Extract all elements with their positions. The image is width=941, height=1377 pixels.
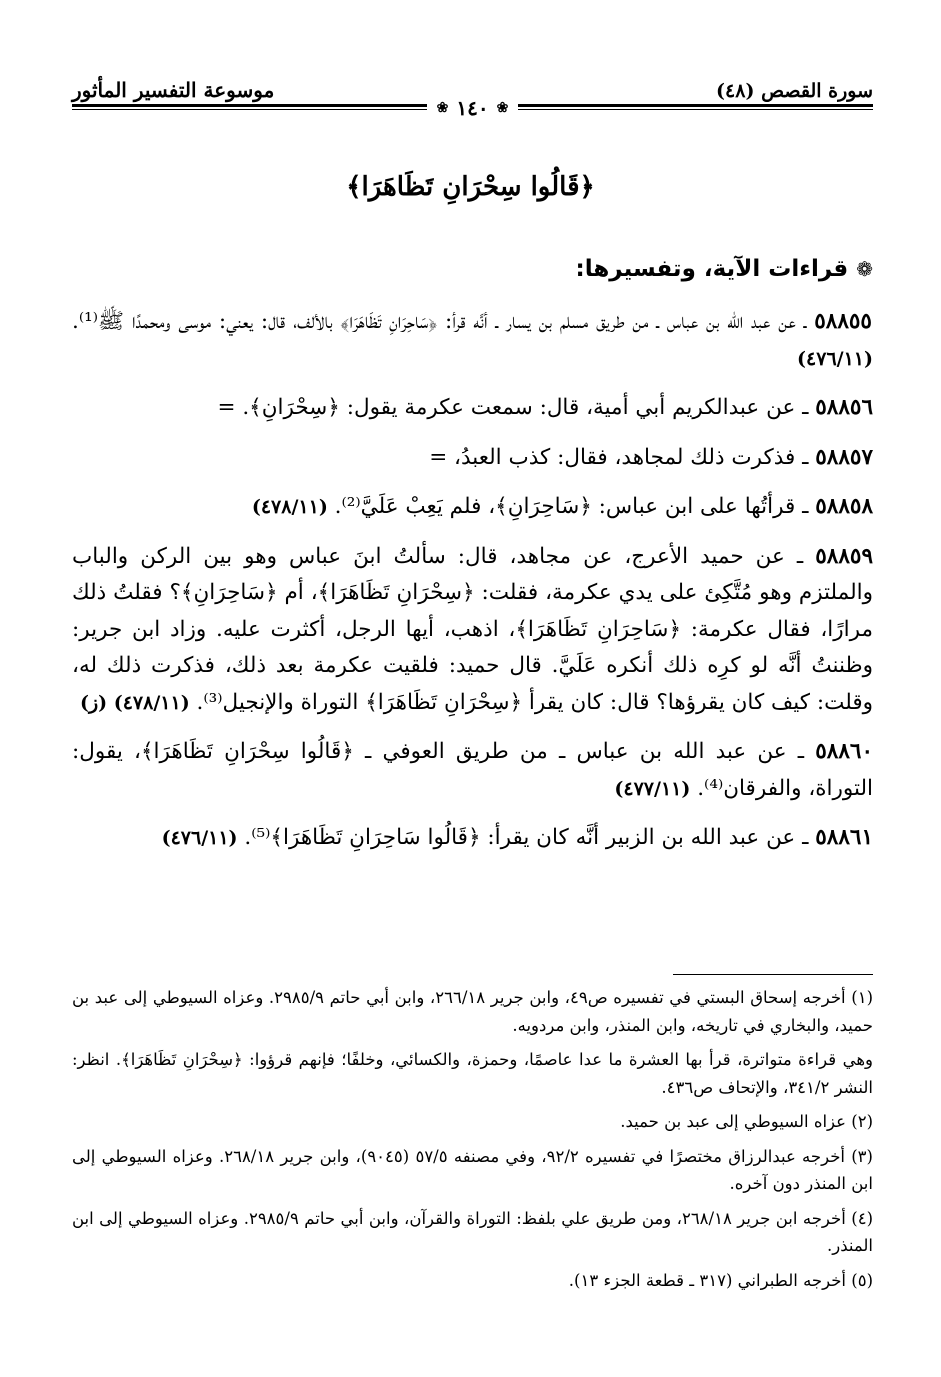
footnotes (72, 984, 873, 1301)
page-number-text: ١٤٠ (456, 96, 489, 120)
narration-number: ٥٨٨٥٩ (815, 543, 873, 569)
ornament-icon: ❀ (436, 100, 449, 116)
page-number (427, 96, 519, 120)
narration-ref: (٤٧٧/١١) (614, 777, 691, 800)
narration-text: ـ عن عبدالكريم أبي أمية، قال: سمعت عكرمة يقول: ﴿سِحْرَانِ﴾. = (217, 395, 809, 420)
narration-entry (72, 440, 873, 477)
book-title-header: موسوعة التفسير المأثور (72, 78, 275, 102)
narration-entry (72, 489, 873, 526)
narration-text: ـ عن عبد الله بن عباس ـ من طريق العوفي ـ ﴿قَالُوا سِحْرَانِ تَظَاهَرَا﴾، يقول: التوراة، والفرقان⁽⁴⁾. (72, 739, 873, 801)
footnote: (١) أخرجه إسحاق البستي في تفسيره ص٤٩، وابن جرير ٢٦٦/١٨، وابن أبي حاتم ٢٩٨٥/٩. وعزاه السيوطي إلى عبد بن حميد، والبخاري في تاريخه، وابن المنذر، وابن مردويه. (72, 988, 874, 1035)
narration-entry (72, 734, 873, 807)
narration-number: ٥٨٨٦٠ (815, 739, 873, 764)
footnote: (٢) عزاه السيوطي إلى عبد بن حميد. (620, 1112, 873, 1131)
footnote-separator (673, 974, 873, 975)
narration-text: ـ عن حميد الأعرج، عن مجاهد، قال: سألتُ ابنَ عباس وهو بين الركن والباب والملتزم وهو مُتَّكِئ على يدي عكرمة، فقلت: ﴿سِحْرَانِ تَظَاهَرَا﴾، أم ﴿سَاحِرَانِ﴾؟ فقلتُ ذلك مرارًا، فقال عكرمة: ﴿سَاحِرَانِ تَظَاهَرَا﴾، اذهب، أيها الرجل، أكثرت عليه. وزاد ابن جرير: وظننتُ أنَّه لو كرِه ذلك أنكره عَلَيَّ. قال حميد: فلقيت عكرمة بعد ذلك، فذكرت ذلك له، وقلت: كيف كان يقرؤها؟ قال: كان يقرأ ﴿سِحْرَانِ تَظَاهَرَا﴾ التوراة والإنجيل⁽³⁾. (72, 543, 873, 715)
section-heading (72, 256, 873, 282)
main-text (72, 304, 873, 870)
verse-title: ﴿قَالُوا سِحْرَانِ تَظَاهَرَا﴾ (346, 172, 595, 202)
narration-number: ٥٨٨٥٦ (815, 395, 873, 420)
narration-ref: (٤٧٨/١١) (251, 496, 328, 518)
narration-text: ـ عن عبد الله بن عباس ـ من طريق مسلم بن يسار ـ أنَّه قرأ: ﴿سَاحِرَانِ تَظَاهَرَا﴾ بالألف، قال: يعني: موسى ومحمدًا ﷺ⁽¹⁾. (72, 309, 807, 334)
narration-ref: (٤٧٦/١١) (797, 347, 873, 370)
narration-number: ٥٨٨٦١ (815, 825, 873, 850)
footnote: وهي قراءة متواترة، قرأ بها العشرة ما عدا عاصمًا، وحمزة، والكسائي، وخلفًا؛ فإنهم قرؤوا: ﴿سِحْرَانِ تَظَاهَرَا﴾. انظر: النشر ٣٤١/٢، والإتحاف ص٤٣٦. (72, 1050, 873, 1097)
section-heading-text: قراءات الآية، وتفسيرها: (575, 256, 849, 282)
narration-text: ـ عن عبد الله بن الزبير أنَّه كان يقرأ: ﴿قَالُوا سَاحِرَانِ تَظَاهَرَا﴾⁽⁵⁾. (237, 825, 809, 850)
narration-entry (72, 820, 873, 857)
footnote: (٥) أخرجه الطبراني (٣١٧ ـ قطعة الجزء ١٣). (568, 1270, 873, 1290)
narration-text: ـ فذكرت ذلك لمجاهد، فقال: كذب العبدُ، = (429, 444, 809, 470)
narration-entry (72, 539, 873, 722)
narration-ref: (٤٧٨/١١) (ز) (79, 691, 190, 714)
ornament-icon: ❀ (496, 100, 509, 116)
narration-number: ٥٨٨٥٧ (815, 444, 873, 470)
footnote: (٤) أخرجه ابن جرير ٢٦٨/١٨، ومن طريق علي بلفظ: التوراة والقرآن، وابن أبي حاتم ٢٩٨٥/٩. وعزاه السيوطي إلى ابن المنذر. (72, 1208, 873, 1255)
narration-entry (72, 390, 873, 427)
narration-text: ـ قرأتُها على ابن عباس: ﴿سَاحِرَانِ﴾، فلم يَعِبْ عَلَيَّ⁽²⁾. (327, 494, 809, 519)
narration-ref: (٤٧٦/١١) (161, 827, 238, 849)
narration-number: ٥٨٨٥٥ (814, 309, 872, 334)
footnote: (٣) أخرجه عبدالرزاق مختصرًا في تفسيره ٩٢/٢، وفي مصنفه ٥٧/٥ (٩٠٤٥)، وابن جرير ٢٦٨/١٨. وعزاه السيوطي إلى ابن المنذر دون آخره. (72, 1146, 873, 1193)
surah-header: سورة القصص (٤٨) (716, 80, 873, 102)
narration-number: ٥٨٨٥٨ (815, 494, 873, 519)
flower-ornament-icon: ❁ (856, 257, 873, 281)
narration-entry (72, 304, 873, 377)
